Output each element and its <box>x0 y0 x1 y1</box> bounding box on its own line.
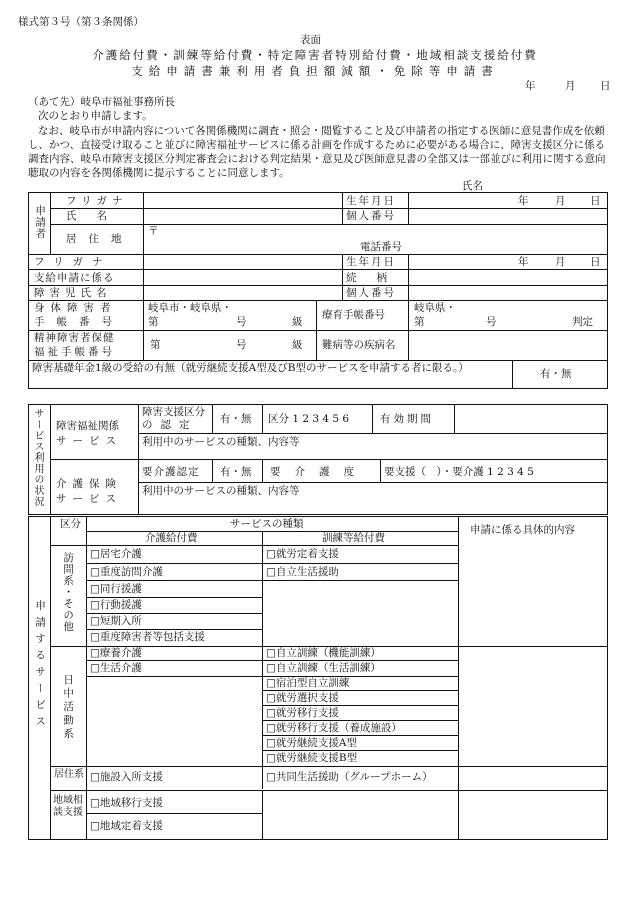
ryoiku-no-prefix: 第 <box>414 316 425 328</box>
form-title-line2: 支給申請書兼利用者負担額減額・免除等申請書 <box>131 64 499 78</box>
child-id-label: 個人番号 <box>346 287 396 299</box>
date-year-label: 年 <box>525 80 536 92</box>
service-judo-hokatsu[interactable]: □重度障害者等包括支援 <box>90 631 205 643</box>
service-kyodo-seikatsu[interactable]: □共同生活援助（グループホーム） <box>266 771 433 783</box>
service-shuro-teichaku[interactable]: □就労定着支援 <box>266 548 339 560</box>
physical-grade-suffix: 級 <box>292 316 303 328</box>
detail-column-header: 申請に係る具体的内容 <box>470 524 575 536</box>
applicant-address-field[interactable] <box>160 225 600 253</box>
applicant-birth-year: 年 <box>518 195 529 207</box>
kaigo-column-header: 介護給付費 <box>145 532 198 544</box>
applicant-birth-label: 生年月日 <box>346 195 396 207</box>
child-birth-month: 月 <box>555 256 566 268</box>
service-shisetsu-nyusho[interactable]: □施設入所支援 <box>90 771 163 783</box>
nicchu-category-label: 日中活動系 <box>62 674 75 742</box>
service-kodo-engo[interactable]: □行動援護 <box>90 599 142 611</box>
applicant-furigana-label: フリガナ <box>66 195 128 207</box>
service-chiiki-teichaku[interactable]: □地域定着支援 <box>90 820 163 832</box>
usage-side-label: サービス利用の状況 <box>32 408 43 507</box>
applicant-name-label: 氏名 <box>66 210 127 222</box>
service-shukuhaku-jiritsu[interactable]: □宿泊型自立訓練 <box>266 677 350 689</box>
child-name-label-1: 支給申請に係る <box>34 272 115 284</box>
intro-text: 次のとおり申請します。 <box>38 110 153 122</box>
ryoiku-issuer: 岐阜県・ <box>414 302 456 314</box>
service-jiritsu-seikatsu-enjo[interactable]: □自立生活援助 <box>266 566 339 578</box>
kubun-value[interactable]: 区分 1 2 3 4 5 6 <box>268 413 350 425</box>
nanbyo-label: 難病等の疾病名 <box>322 339 396 351</box>
current-welfare-services-label: 利用中のサービスの種類、内容等 <box>142 436 300 448</box>
service-jiritsu-kinou[interactable]: □自立訓練（機能訓練） <box>266 647 381 659</box>
child-name-label-2: 障害児氏名 <box>34 287 112 299</box>
service-shuro-iko-yosei[interactable]: □就労移行支援（養成施設） <box>266 722 402 734</box>
applicant-name-field[interactable] <box>144 209 341 223</box>
kubun-yes-no[interactable]: 有・無 <box>220 413 252 425</box>
service-kyotaku-kaigo[interactable]: □居宅介護 <box>90 548 142 560</box>
mental-no-prefix: 第 <box>150 339 161 351</box>
service-chiiki-iko[interactable]: □地域移行支援 <box>90 797 163 809</box>
child-birth-year: 年 <box>518 256 529 268</box>
child-birth-day: 日 <box>590 256 601 268</box>
service-tanki-nyusho[interactable]: □短期入所 <box>90 615 142 627</box>
service-judo-homon-kaigo[interactable]: □重度訪問介護 <box>90 566 163 578</box>
service-shuro-keizoku-a[interactable]: □就労継続支援A型 <box>266 737 358 749</box>
service-seikatsu-kaigo[interactable]: □生活介護 <box>90 662 142 674</box>
welfare-service-label-2: サービス <box>56 435 122 447</box>
mental-grade-suffix: 級 <box>292 339 303 351</box>
mental-no-suffix: 号 <box>236 339 247 351</box>
physical-handbook-label-1: 身体障害者 <box>34 302 117 314</box>
service-shuro-sentaku[interactable]: □就労選択支援 <box>266 692 339 704</box>
kaigo-yes-no[interactable]: 有・無 <box>220 466 252 478</box>
physical-no-suffix: 号 <box>236 316 247 328</box>
service-shuro-keizoku-b[interactable]: □就労継続支援B型 <box>266 752 358 764</box>
child-birth-label: 生年月日 <box>346 256 396 268</box>
applicant-birth-day: 日 <box>590 195 601 207</box>
chiiki-category-label: 地域相談支援 <box>53 795 83 818</box>
care-insurance-label-2: サービス <box>56 493 122 505</box>
pension-question: 障害基礎年金1級の受給の有無（就労継続支援A型及びB型のサービスを申請する者に限る。） <box>32 362 469 374</box>
child-name-field[interactable] <box>144 270 341 299</box>
kunren-column-header: 訓練等給付費 <box>322 532 385 544</box>
care-insurance-label-1: 介護保険 <box>56 478 122 490</box>
child-relation-label: 続柄 <box>346 272 407 284</box>
valid-period-label: 有効期間 <box>380 413 434 425</box>
phone-label: 電話番号 <box>360 241 402 253</box>
service-doko-engo[interactable]: □同行援護 <box>90 583 142 595</box>
service-type-header: サービスの種類 <box>230 518 304 530</box>
applicant-id-label: 個人番号 <box>346 210 396 222</box>
service-jiritsu-seikatsu[interactable]: □自立訓練（生活訓練） <box>266 662 381 674</box>
kyoju-category-label: 居住系 <box>54 769 84 780</box>
mental-handbook-label-2: 福祉手帳番号 <box>34 346 115 358</box>
kubun-nintei-label-2: の認定 <box>142 419 198 431</box>
current-care-services-label: 利用中のサービスの種類、内容等 <box>142 485 300 497</box>
ryoiku-judgement: 判定 <box>572 316 593 328</box>
ryoiku-no-suffix: 号 <box>486 316 497 328</box>
date-month-label: 月 <box>565 80 576 92</box>
postal-mark: 〒 <box>148 225 159 237</box>
physical-issuer: 岐阜市・岐阜県・ <box>148 302 232 314</box>
applicant-side-label: 申請者 <box>34 205 47 240</box>
services-side-label: 申請するサービス <box>34 600 47 732</box>
kubun-header: 区分 <box>60 518 81 530</box>
physical-no-prefix: 第 <box>148 316 159 328</box>
kaigo-level-label: 要介護度 <box>270 466 368 478</box>
physical-handbook-label-2: 手帳番号 <box>34 316 124 328</box>
service-ryoyo-kaigo[interactable]: □療養介護 <box>90 647 142 659</box>
child-furigana-label: フリガナ <box>34 256 112 268</box>
welfare-service-label-1: 障害福祉関係 <box>56 420 119 432</box>
ryoiku-label: 療育手帳番号 <box>322 309 385 321</box>
kubun-nintei-label-1: 障害支援区分 <box>142 406 205 418</box>
homon-category-label: 訪問系・その他 <box>62 552 75 633</box>
service-shuro-iko[interactable]: □就労移行支援 <box>266 707 339 719</box>
applicant-address-label: 居住地 <box>66 233 134 245</box>
form-title-line1: 介護給付費・訓練等給付費・特定障害者特別給付費・地域相談支援給付費 <box>92 48 538 62</box>
pension-answer[interactable]: 有・無 <box>540 368 572 380</box>
signature-label: 氏名 <box>462 180 483 192</box>
mental-handbook-label-1: 精神障害者保健 <box>34 332 115 344</box>
kaigo-nintei-label: 要介護認定 <box>142 466 200 478</box>
kaigo-level-value[interactable]: 要支援（ ）・要介護 1 2 3 4 5 <box>384 466 534 478</box>
form-number: 様式第３号（第３条関係） <box>18 16 144 28</box>
consent-text: なお、岐阜市が申請内容について各関係機関に調査・照会・閲覧すること及び申請者の指定する医師に意見書作成を依頼し、かつ、直接受け取ること並びに障害福祉サービスに係る計画を作成するために必要がある場合に、障害支援区分に係る調査内容、岐阜市障害支援区分判定審査会における判定結果・意見及び医師意見書の全部又は一部並びに利用に関する意向聴取の内容を各関係機関に提示することに同意します。 <box>28 125 606 179</box>
side-label: 表面 <box>300 34 321 46</box>
applicant-birth-month: 月 <box>555 195 566 207</box>
addressee: （あて先）岐阜市福祉事務所長 <box>28 96 175 108</box>
date-day-label: 日 <box>600 80 611 92</box>
